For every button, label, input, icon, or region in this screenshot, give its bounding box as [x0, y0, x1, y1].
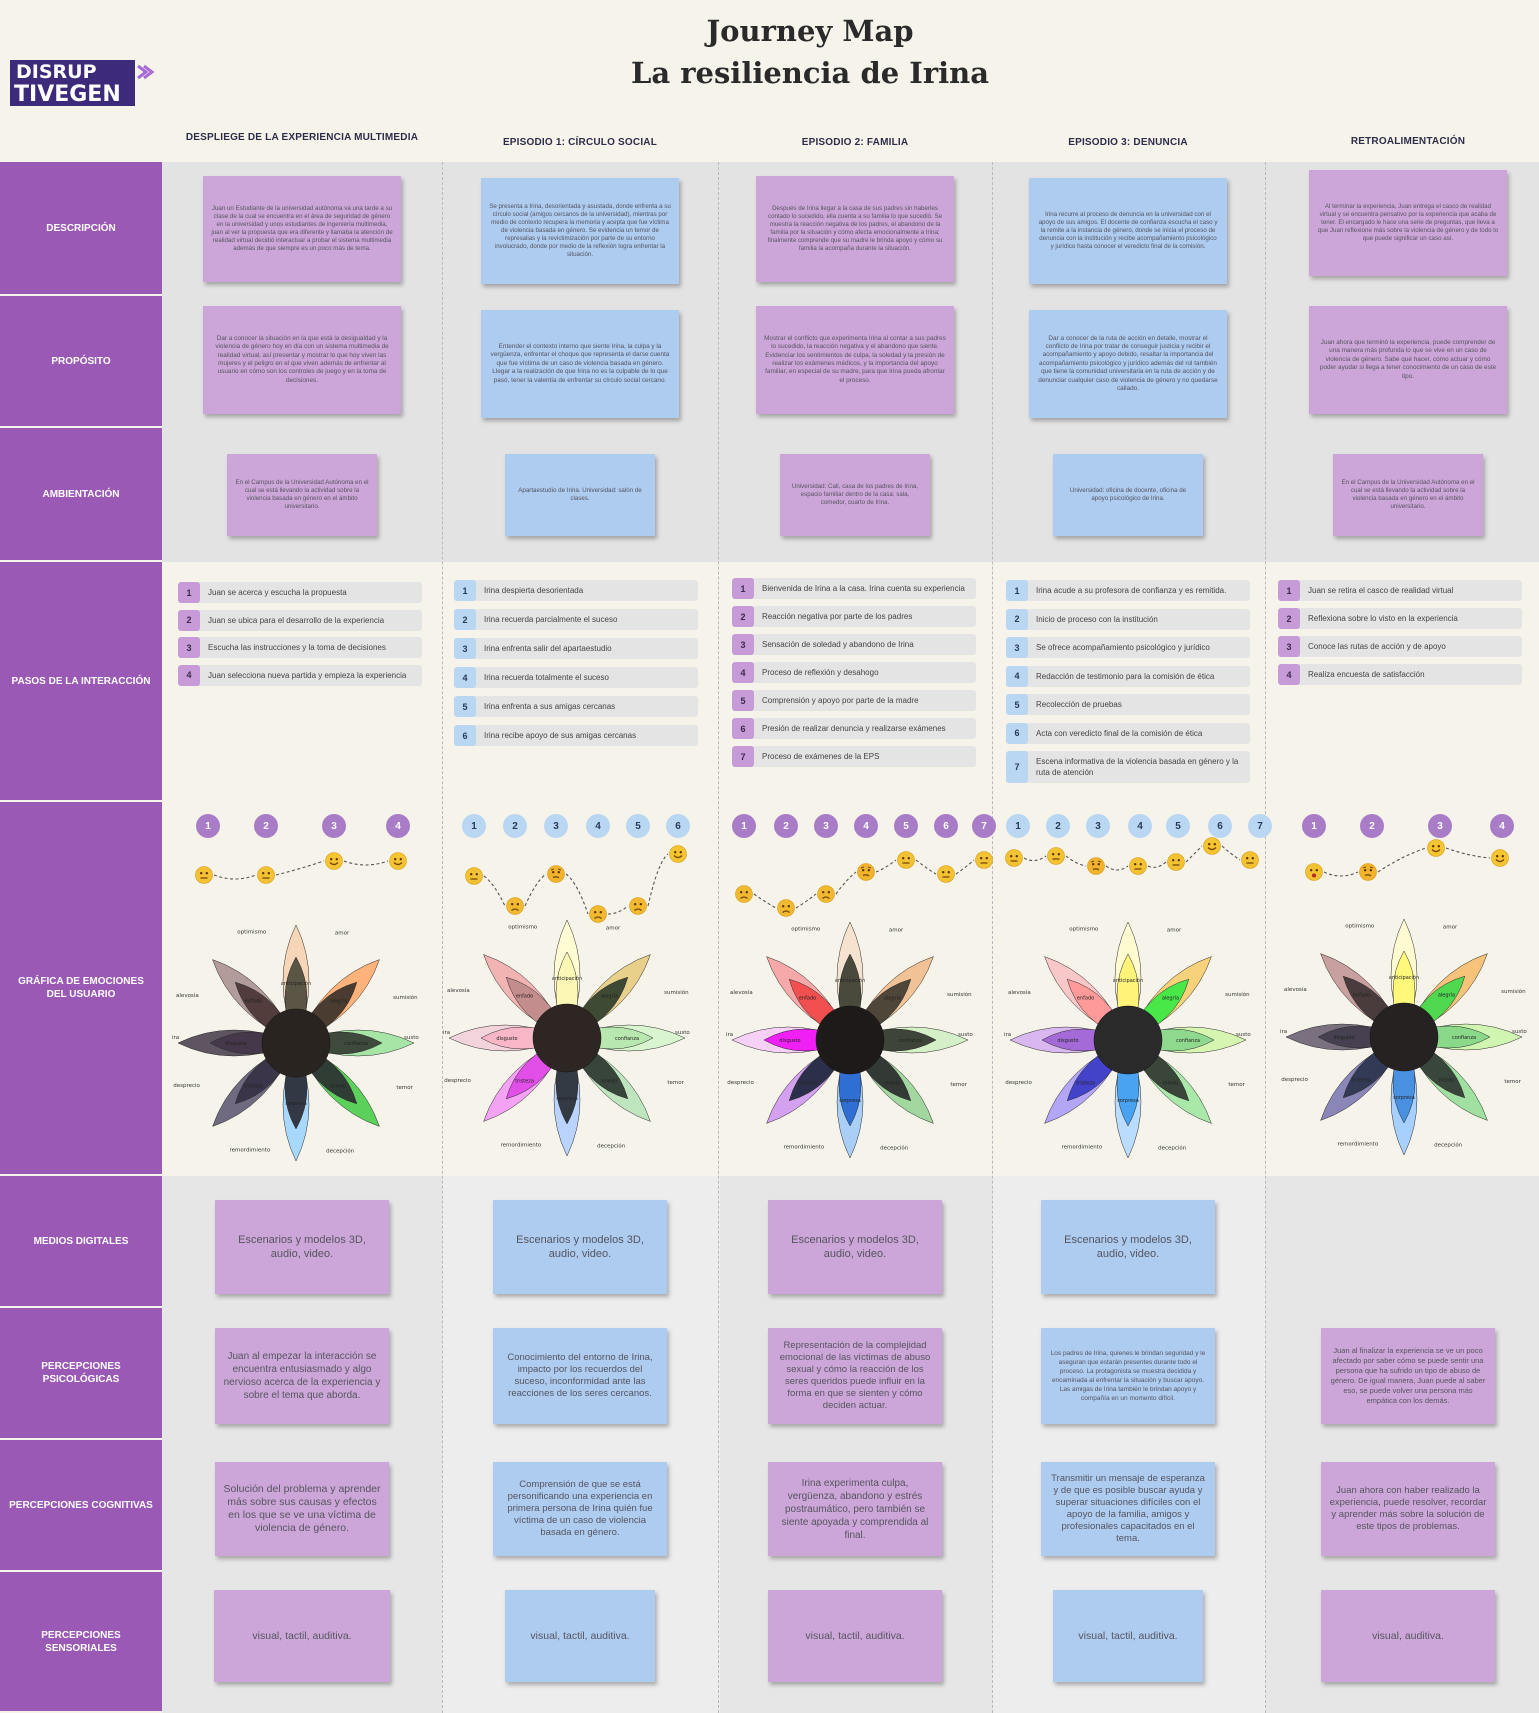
emotion-step-number: 6	[1208, 814, 1232, 838]
wheel-inner-label: anticipación	[551, 976, 583, 982]
sticky-text: visual, auditiva.	[1372, 1629, 1444, 1642]
title-line-2: La resiliencia de Irina	[630, 56, 990, 90]
emotion-curve-segment	[1024, 856, 1046, 861]
emotion-face-worried-icon	[1087, 857, 1105, 875]
emotion-curve-segment	[484, 876, 505, 906]
column-header: EPISODIO 1: CÍRCULO SOCIAL	[502, 137, 658, 148]
step-number: 3	[1006, 637, 1028, 658]
sticky-text: Juan un Estudiante de la universidad autónoma va una tarde a su clase de la cual se encuentra en el área de seguridad de género en la universidad y unos estudiantes de ingeniería multimedia, juan al ver la propuesta que era diferente y llamaba la atención de realidad virtual decidió interactuar a probar el sistema multimedia además de que siempre es un poco más de tema.	[211, 205, 393, 252]
step-number: 7	[1006, 751, 1028, 783]
emotion-face-neutral-icon	[897, 851, 915, 869]
step-number: 1	[454, 580, 476, 601]
sticky-text: visual, tactil, auditiva.	[252, 1629, 352, 1642]
wheel-outer-label: amor	[1442, 924, 1458, 931]
emotion-face-happy-icon	[1491, 849, 1509, 867]
sticky-text: En el Campus de la Universidad Autónoma en el cual se está llevando la actividad sobre la violencia basada en género en el ámbito universitario.	[1341, 479, 1475, 510]
step-number: 6	[454, 725, 476, 746]
row-label: PERCEPCIONES PSICOLÓGICAS	[0, 1308, 162, 1438]
wheel-inner-label: tristeza	[244, 1083, 263, 1090]
wheel-outer-label: amor	[1166, 927, 1182, 934]
wheel-outer-label: amor	[605, 925, 621, 932]
emotion-face-neutral-icon	[195, 866, 213, 884]
wheel-side-label: susto	[1236, 1032, 1251, 1038]
row-label: PASOS DE LA INTERACCIÓN	[0, 562, 162, 800]
sticky-text: Mostrar el conflicto que experimenta Irina al contar a sus padres lo sucedido, la reacción negativa y el abandono que siente. Evidenciar los sentimientos de culpa, la soledad y la presión de realizar los exámenes médicos, y la importancia del apoyo familiar, en especial de su madre, para que Irina pueda afrontar el proceso.	[764, 334, 946, 384]
wheel-inner-label: enfado	[244, 998, 263, 1005]
emotion-face-neutral-icon	[937, 865, 955, 883]
wheel-core	[1370, 1003, 1438, 1071]
column-header: DESPLIEGE DE LA EXPERIENCIA MULTIMEDIA	[185, 132, 419, 143]
sticky-text: Escenarios y modelos 3D, audio, video.	[516, 1234, 644, 1260]
wheel-outer-label: temor	[950, 1082, 967, 1089]
sticky-text: Escenarios y modelos 3D, audio, video.	[1064, 1234, 1192, 1260]
wheel-side-label: susto	[675, 1030, 690, 1036]
step-text: Juan se ubica para el desarrollo de la experiencia	[208, 615, 385, 625]
emotion-step-number: 4	[386, 814, 410, 838]
emotion-wheel	[720, 910, 980, 1175]
step-number: 1	[732, 578, 754, 599]
step-text: Escucha las instrucciones y la toma de decisiones	[208, 643, 386, 652]
emotion-step-number: 7	[1248, 814, 1272, 838]
sticky-text: Universidad: oficina de docente, oficina de apoyo psicológico de Irina.	[1069, 487, 1187, 502]
step-text: Irina acude a su profesora de confianza y es remitida.	[1036, 586, 1227, 595]
wheel-outer-label: temor	[667, 1080, 684, 1087]
step-text: Proceso de exámenes de la EPS	[762, 752, 880, 761]
wheel-inner-label: disgusto	[1057, 1038, 1079, 1044]
sticky-text: Dar a conocer la situación en la que está la desigualdad y la violencia de género hoy en día con un sistema multimedia de realidad virtual, así presentar y mostrar lo que hoy viven las mujeres y el peligro en el que viven además de enfrentar al usuario en cómo son los controles de juego y en la toma de decisiones.	[215, 334, 389, 384]
emotion-wheel	[998, 910, 1258, 1175]
emotion-step-number: 7	[972, 814, 996, 838]
wheel-inner-label: confianza	[1175, 1038, 1201, 1044]
emotion-wheel	[166, 913, 426, 1178]
step-number: 4	[732, 662, 754, 683]
wheel-inner-label: anticipación	[1112, 978, 1144, 984]
step-number: 1	[1006, 580, 1028, 601]
emotion-step-number: 5	[1166, 814, 1190, 838]
emotion-curve-segment	[754, 894, 776, 908]
column-header: RETROALIMENTACIÓN	[1350, 136, 1466, 147]
row-label: DESCRIPCIÓN	[0, 162, 162, 294]
wheel-outer-label: remordimiento	[500, 1142, 542, 1149]
step-text: Juan se acerca y escucha la propuesta	[208, 588, 347, 597]
sticky-text: Dar a conocer de la ruta de acción en detalle, mostrar el conflicto de Irina por tratar de conseguir justicia y recibir el acompañamiento y apoyo debido, resaltar la importancia del acompañamiento psicológico y jurídico además del rol también que tiene la comunidad universitaria en la ruta de acción y de denunciar cualquier caso de violencia de género y no quedarse callado.	[1038, 334, 1218, 393]
sticky-text: Escenarios y modelos 3D, audio, video.	[791, 1234, 919, 1260]
wheel-inner-label: alegría	[1161, 995, 1180, 1002]
emotion-face-neutral-icon	[465, 867, 483, 885]
emotion-curve-segment	[1324, 872, 1358, 876]
step-number: 4	[1006, 666, 1028, 687]
sticky-text: Juan ahora con haber realizado la experiencia, puede resolver, recordar y aprender más sobre la solución de este tipos de problemas.	[1329, 1485, 1487, 1532]
emotion-step-number: 2	[774, 814, 798, 838]
emotion-step-number: 1	[1302, 814, 1326, 838]
wheel-outer-label: optimismo	[1345, 923, 1375, 930]
column-header: EPISODIO 3: DENUNCIA	[1068, 137, 1188, 148]
step-number: 4	[454, 667, 476, 688]
step-text: Recolección de pruebas	[1036, 700, 1122, 709]
wheel-outer-label: decepción	[1434, 1142, 1463, 1149]
emotion-curve-segment	[1186, 846, 1202, 862]
wheel-side-label: ira	[443, 1030, 451, 1036]
logo-top-text: DISRUP	[16, 61, 97, 83]
emotion-curve-segment	[916, 860, 936, 874]
wheel-outer-label: remordimiento	[1337, 1141, 1379, 1148]
step-text: Redacción de testimonio para la comisión de ética	[1036, 671, 1215, 681]
wheel-inner-label: miedo	[601, 1078, 618, 1085]
emotion-face-neutral-icon	[975, 851, 993, 869]
emotion-step-number: 4	[1128, 814, 1152, 838]
wheel-outer-label: amor	[888, 927, 904, 934]
step-number: 3	[178, 637, 200, 658]
wheel-inner-label: sorpresa	[556, 1096, 578, 1102]
wheel-outer-label: temor	[396, 1085, 413, 1092]
wheel-outer-label: decepción	[326, 1148, 355, 1155]
sticky-text: Conocimiento del entorno de Irina, impacto por los recuerdos del suceso, inconformidad ante las reacciones de los seres cercanos.	[507, 1352, 653, 1399]
wheel-inner-label: disgusto	[1333, 1035, 1355, 1041]
emotion-step-number: 4	[854, 814, 878, 838]
wheel-outer-label: remordimiento	[1061, 1144, 1103, 1151]
wheel-inner-label: miedo	[1438, 1077, 1455, 1084]
wheel-inner-label: sorpresa	[1393, 1095, 1415, 1101]
emotion-face-surprised-icon	[1305, 863, 1323, 881]
emotion-step-number: 1	[1006, 814, 1030, 838]
sticky-text: visual, tactil, auditiva.	[805, 1629, 905, 1642]
emotion-face-happy-icon	[389, 852, 407, 870]
wheel-outer-label: optimismo	[508, 924, 538, 931]
step-text: Irina recuerda parcialmente el suceso	[484, 615, 618, 624]
emotion-curve-segment	[648, 854, 668, 906]
wheel-inner-label: miedo	[884, 1080, 901, 1087]
step-text: Se ofrece acompañamiento psicológico y jurídico	[1036, 643, 1210, 652]
step-text: Reacción negativa por parte de los padres	[762, 612, 913, 621]
emotion-wheel	[437, 908, 697, 1173]
wheel-side-label: susto	[958, 1032, 973, 1038]
wheel-inner-label: enfado	[798, 995, 817, 1002]
wheel-outer-label: sumisión	[664, 989, 689, 996]
wheel-inner-label: alegría	[329, 998, 348, 1005]
step-text: Realiza encuesta de satisfacción	[1308, 670, 1425, 679]
step-number: 6	[732, 718, 754, 739]
emotion-step-number: 6	[666, 814, 690, 838]
wheel-outer-label: alevosía	[1008, 989, 1031, 996]
wheel-outer-label: amor	[334, 930, 350, 937]
sticky-text: visual, tactil, auditiva.	[530, 1629, 630, 1642]
emotion-face-neutral-icon	[257, 866, 275, 884]
step-number: 4	[178, 665, 200, 686]
sticky-text: Transmitir un mensaje de esperanza y de que es posible buscar ayuda y superar situaciones difíciles con el apoyo de la familia, amigos y profesionales capacitados en el tema.	[1051, 1473, 1205, 1544]
wheel-inner-label: anticipación	[834, 978, 866, 984]
step-number: 2	[1006, 609, 1028, 630]
step-text: Acta con veredicto final de la comisión de ética	[1036, 728, 1203, 738]
wheel-inner-label: alegría	[600, 993, 619, 1000]
sticky-text: Escenarios y modelos 3D, audio, video.	[238, 1234, 366, 1260]
sticky-text: Entender el contexto interno que siente Irina, la culpa y la vergüenza, enfrentar el choque que representa el darse cuenta que fue víctima de un caso de violencia basada en género. Llegar a la realización de que Irina no es la culpable de lo que pasó, tener la valentía de enfrentar su círculo social cercano.	[490, 342, 670, 384]
step-text: Irina recuerda totalmente el suceso	[484, 673, 609, 682]
sticky-text: Al terminar la experiencia, Juan entrega el casco de realidad virtual y se encuentra pensativo por la experiencia que acaba de tener. El encargado le hace una serie de preguntas, que lleva a que Juan reflexione más sobre la violencia de género y de todo lo que puede significar un caso así.	[1317, 203, 1499, 242]
wheel-outer-label: decepción	[597, 1143, 626, 1150]
wheel-inner-label: tristeza	[1352, 1077, 1371, 1084]
sticky-text: Juan al finalizar la experiencia se ve un poco afectado por saber cómo se puede sentir una persona que ha sufrido un tipo de abuso de género. De igual manera, Juan puede al saber eso, se puede volver una persona más empática con los demás.	[1330, 1346, 1486, 1405]
emotion-face-sad-icon	[817, 885, 835, 903]
step-text: Irina recibe apoyo de sus amigas cercanas	[484, 731, 637, 740]
emotion-step-number: 2	[254, 814, 278, 838]
emotion-curve-segment	[344, 861, 388, 865]
wheel-outer-label: desprecio	[1005, 1080, 1032, 1087]
wheel-outer-label: alevosía	[730, 989, 753, 996]
step-number: 1	[178, 582, 200, 603]
sticky-text: En el Campus de la Universidad Autónoma en el cual se está llevando la actividad sobre la violencia basada en género en el ámbito universitario.	[235, 479, 369, 510]
row-label: PROPÓSITO	[0, 296, 162, 426]
emotion-step-number: 5	[626, 814, 650, 838]
emotion-face-happy-icon	[325, 852, 343, 870]
wheel-outer-label: desprecio	[1281, 1077, 1308, 1084]
emotion-curve-segment	[1148, 862, 1166, 867]
wheel-inner-label: tristeza	[1076, 1080, 1095, 1087]
wheel-core	[262, 1009, 330, 1077]
wheel-core	[816, 1006, 884, 1074]
emotion-face-worried-icon	[1359, 863, 1377, 881]
wheel-inner-label: alegría	[883, 995, 902, 1002]
wheel-inner-label: confianza	[614, 1036, 640, 1042]
emotion-face-neutral-icon	[1241, 851, 1259, 869]
wheel-side-label: susto	[1512, 1029, 1527, 1035]
step-text: Juan selecciona nueva partida y empieza la experiencia	[208, 670, 407, 680]
wheel-inner-label: anticipación	[280, 981, 312, 987]
wheel-inner-label: sorpresa	[1117, 1098, 1139, 1104]
emotion-face-neutral-icon	[1129, 857, 1147, 875]
emotion-step-number: 3	[814, 814, 838, 838]
wheel-inner-label: disgusto	[496, 1036, 518, 1042]
emotion-step-number: 6	[934, 814, 958, 838]
emotion-curve-segment	[1222, 846, 1240, 860]
sticky-text: Se presenta a Irina, desorientada y asustada, donde enfrenta a su círculo social (amigos cercanos de la universidad), mientras por medio de contexto recupera la memoria y acepta que fue víctima de violencia basada en género. Se evidencia un temor de represalias y la revictimización por parte de su entorno involucrado, donde por medio de la reflexión logra enfrentar la situación.	[489, 203, 671, 258]
wheel-inner-label: sorpresa	[285, 1101, 307, 1107]
wheel-outer-label: optimismo	[791, 926, 821, 933]
step-number: 2	[1278, 608, 1300, 629]
emotion-step-number: 1	[196, 814, 220, 838]
emotion-wheel	[1274, 907, 1534, 1172]
step-number: 4	[1278, 664, 1300, 685]
sticky-text: Juan al empezar la interacción se encuentra entusiasmado y algo nervioso acerca de la experiencia y sobre el tema que aborda.	[223, 1351, 381, 1401]
sticky-text: visual, tactil, auditiva.	[1078, 1629, 1178, 1642]
emotion-curve-segment	[1106, 866, 1128, 870]
emotion-step-number: 5	[894, 814, 918, 838]
row-label: GRÁFICA DE EMOCIONES DEL USUARIO	[0, 802, 162, 1174]
wheel-outer-label: decepción	[1158, 1145, 1187, 1152]
wheel-side-label: susto	[404, 1035, 419, 1041]
emotion-face-happy-icon	[669, 845, 687, 863]
step-number: 3	[1278, 636, 1300, 657]
emotion-step-number: 3	[322, 814, 346, 838]
step-number: 2	[454, 609, 476, 630]
step-number: 5	[732, 690, 754, 711]
step-text: Proceso de reflexión y desahogo	[762, 668, 879, 677]
step-text: Irina despierta desorientada	[484, 586, 584, 595]
wheel-outer-label: alevosía	[1284, 986, 1307, 993]
step-text: Comprensión y apoyo por parte de la madre	[762, 696, 919, 705]
title-line-1: Journey Map	[706, 14, 914, 48]
column-header: EPISODIO 2: FAMILIA	[801, 137, 909, 148]
step-number: 3	[454, 638, 476, 659]
row-label: PERCEPCIONES SENSORIALES	[0, 1572, 162, 1711]
sticky-text: Los padres de Irina, quienes le brindan seguridad y le aseguran que estarán presentes durante todo el proceso. La protagonista se muestra decidida y encaminada al enfrentar la situación y buscar apoyo. Las amigas de Irina también le brindan apoyo y compañía en un momento difícil.	[1050, 1350, 1206, 1402]
emotion-step-number: 3	[1428, 814, 1452, 838]
step-number: 1	[1278, 580, 1300, 601]
row-label: PERCEPCIONES COGNITIVAS	[0, 1440, 162, 1570]
step-number: 5	[1006, 694, 1028, 715]
wheel-inner-label: tristeza	[515, 1078, 534, 1085]
step-number: 2	[732, 606, 754, 627]
sticky-text: Representación de la complejidad emocional de las víctimas de abuso sexual y cómo la reacción de los seres queridos puede influir en la forma en que se sienten y cómo deciden actuar.	[779, 1340, 931, 1411]
wheel-outer-label: optimismo	[1069, 926, 1099, 933]
wheel-inner-label: miedo	[1162, 1080, 1179, 1087]
wheel-inner-label: enfado	[1352, 992, 1371, 999]
logo-bottom-text: TIVEGEN	[14, 82, 121, 107]
step-number: 3	[732, 634, 754, 655]
wheel-inner-label: tristeza	[798, 1080, 817, 1087]
emotion-curve-segment	[276, 861, 324, 875]
emotion-curve-segment	[525, 874, 546, 906]
emotion-face-neutral-icon	[1167, 853, 1185, 871]
emotion-step-number: 3	[1086, 814, 1110, 838]
emotion-face-neutral-icon	[1005, 849, 1023, 867]
sticky-text: Apartaestudio de Irina. Universidad: salón de clases.	[518, 487, 642, 502]
step-number: 5	[454, 696, 476, 717]
emotion-curve-segment	[796, 894, 816, 908]
wheel-outer-label: sumisión	[1501, 988, 1526, 995]
wheel-inner-label: confianza	[343, 1041, 369, 1047]
wheel-outer-label: sumisión	[1225, 991, 1250, 998]
emotion-step-number: 4	[1490, 814, 1514, 838]
wheel-core	[533, 1004, 601, 1072]
emotion-step-number: 2	[1360, 814, 1384, 838]
wheel-outer-label: sumisión	[393, 994, 418, 1001]
sticky-text: Universidad: Cali, casa de los padres de Irina, espacio familiar dentro de la casa: sala, comedor, cuarto de Irina.	[791, 483, 919, 506]
wheel-outer-label: desprecio	[444, 1078, 471, 1085]
emotion-curve-segment	[1446, 848, 1490, 858]
step-text: Juan se retira el casco de realidad virtual	[1308, 586, 1454, 595]
wheel-inner-label: confianza	[1451, 1035, 1477, 1041]
emotion-curve-segment	[956, 860, 974, 874]
wheel-inner-label: confianza	[897, 1038, 923, 1044]
emotion-step-number: 4	[586, 814, 610, 838]
sticky-text: Comprensión de que se está personificando una experiencia en primera persona de Irina quién fue víctima de un caso de violencia basada en género.	[507, 1479, 653, 1538]
wheel-outer-label: optimismo	[237, 929, 267, 936]
wheel-inner-label: enfado	[515, 993, 534, 1000]
emotion-curve-segment	[876, 860, 896, 872]
step-text: Reflexiona sobre lo visto en la experiencia	[1308, 614, 1458, 623]
emotion-face-worried-icon	[857, 863, 875, 881]
step-text: Conoce las rutas de acción y de apoyo	[1308, 642, 1446, 651]
wheel-outer-label: decepción	[880, 1145, 909, 1152]
sticky-text: Irina recurre al proceso de denuncia en la universidad con el apoyo de sus amigos. El docente de confianza escucha el caso y la remite a la instancia de género, donde se inicia el proceso de denuncia con la institución y recibe acompañamiento psicológico y jurídico hasta conocer el veredicto final de la comisión.	[1038, 211, 1218, 250]
wheel-inner-label: enfado	[1076, 995, 1095, 1002]
emotion-step-number: 1	[462, 814, 486, 838]
emotion-face-happy-icon	[1203, 837, 1221, 855]
emotion-face-happy-icon	[1427, 839, 1445, 857]
wheel-side-label: ira	[172, 1035, 180, 1041]
emotion-face-worried-icon	[547, 865, 565, 883]
step-text: Sensación de soledad y abandono de Irina	[762, 640, 914, 649]
sticky-text: Irina experimenta culpa, vergüenza, abandono y estrés postraumático, pero también se siente apoyada y comprendida al final.	[781, 1477, 929, 1541]
wheel-outer-label: temor	[1504, 1079, 1521, 1086]
wheel-outer-label: alevosía	[447, 987, 470, 994]
step-text: Bienvenida de Irina a la casa. Irina cuenta su experiencia	[762, 584, 965, 593]
step-text: Inicio de proceso con la institución	[1036, 614, 1158, 624]
sticky-text: Después de Irina llegar a la casa de sus padres sin haberles contado lo sucedido, ella cuenta a su familia lo que sucedió. Se muestra la reacción negativa de los padres, el abandono de la familia por la situación y cómo afecta emocionalmente a Irina; finalmente comprende que su madre le brinda apoyo y cómo su familia la acompaña durante la situación.	[767, 205, 943, 252]
emotion-face-sad-icon	[735, 885, 753, 903]
wheel-outer-label: desprecio	[727, 1080, 754, 1087]
row-label: AMBIENTACIÓN	[0, 428, 162, 560]
wheel-outer-label: remordimiento	[229, 1147, 271, 1154]
wheel-side-label: ira	[1004, 1032, 1012, 1038]
emotion-face-neutral-icon	[1047, 847, 1065, 865]
wheel-inner-label: disgusto	[225, 1041, 247, 1047]
row-label: MEDIOS DIGITALES	[0, 1176, 162, 1306]
emotion-curve-segment	[1378, 848, 1426, 872]
step-text: Irina enfrenta a sus amigas cercanas	[484, 702, 616, 711]
wheel-inner-label: miedo	[330, 1083, 347, 1090]
emotion-curve-segment	[1066, 856, 1086, 866]
wheel-outer-label: temor	[1228, 1082, 1245, 1089]
step-text: Presión de realizar denuncia y realizarse exámenes	[762, 724, 946, 733]
wheel-inner-label: disgusto	[779, 1038, 801, 1044]
wheel-outer-label: sumisión	[947, 991, 972, 998]
sticky-text: Solución del problema y aprender más sobre sus causas y efectos en los que se ve una víctima de violencia de género.	[223, 1483, 381, 1534]
wheel-outer-label: alevosía	[176, 992, 199, 999]
step-number: 7	[732, 746, 754, 767]
step-number: 2	[178, 610, 200, 631]
wheel-inner-label: anticipación	[1388, 975, 1420, 981]
step-text: Escena informativa de la violencia basada en género y la ruta de atención	[1036, 757, 1239, 777]
emotion-curve-segment	[214, 875, 256, 879]
wheel-core	[1094, 1006, 1162, 1074]
emotion-step-number: 1	[732, 814, 756, 838]
emotion-step-number: 2	[1046, 814, 1070, 838]
wheel-side-label: ira	[1280, 1029, 1288, 1035]
sticky-text: Juan ahora que terminó la experiencia, puede comprender de una manera más profunda lo que se vive en un caso de violencia de género. Sabe qué hacer, cómo actuar y cómo poder ayudar si llega a tener conocimiento de un caso de este tipo.	[1319, 338, 1497, 380]
wheel-outer-label: remordimiento	[783, 1144, 825, 1151]
emotion-step-number: 3	[544, 814, 568, 838]
emotion-step-number: 2	[503, 814, 527, 838]
wheel-outer-label: desprecio	[173, 1083, 200, 1090]
step-number: 6	[1006, 723, 1028, 744]
emotion-curve-segment	[836, 872, 856, 894]
wheel-side-label: ira	[726, 1032, 734, 1038]
wheel-inner-label: sorpresa	[839, 1098, 861, 1104]
wheel-inner-label: alegría	[1437, 992, 1456, 999]
step-text: Irina enfrenta salir del apartaestudio	[484, 644, 612, 653]
